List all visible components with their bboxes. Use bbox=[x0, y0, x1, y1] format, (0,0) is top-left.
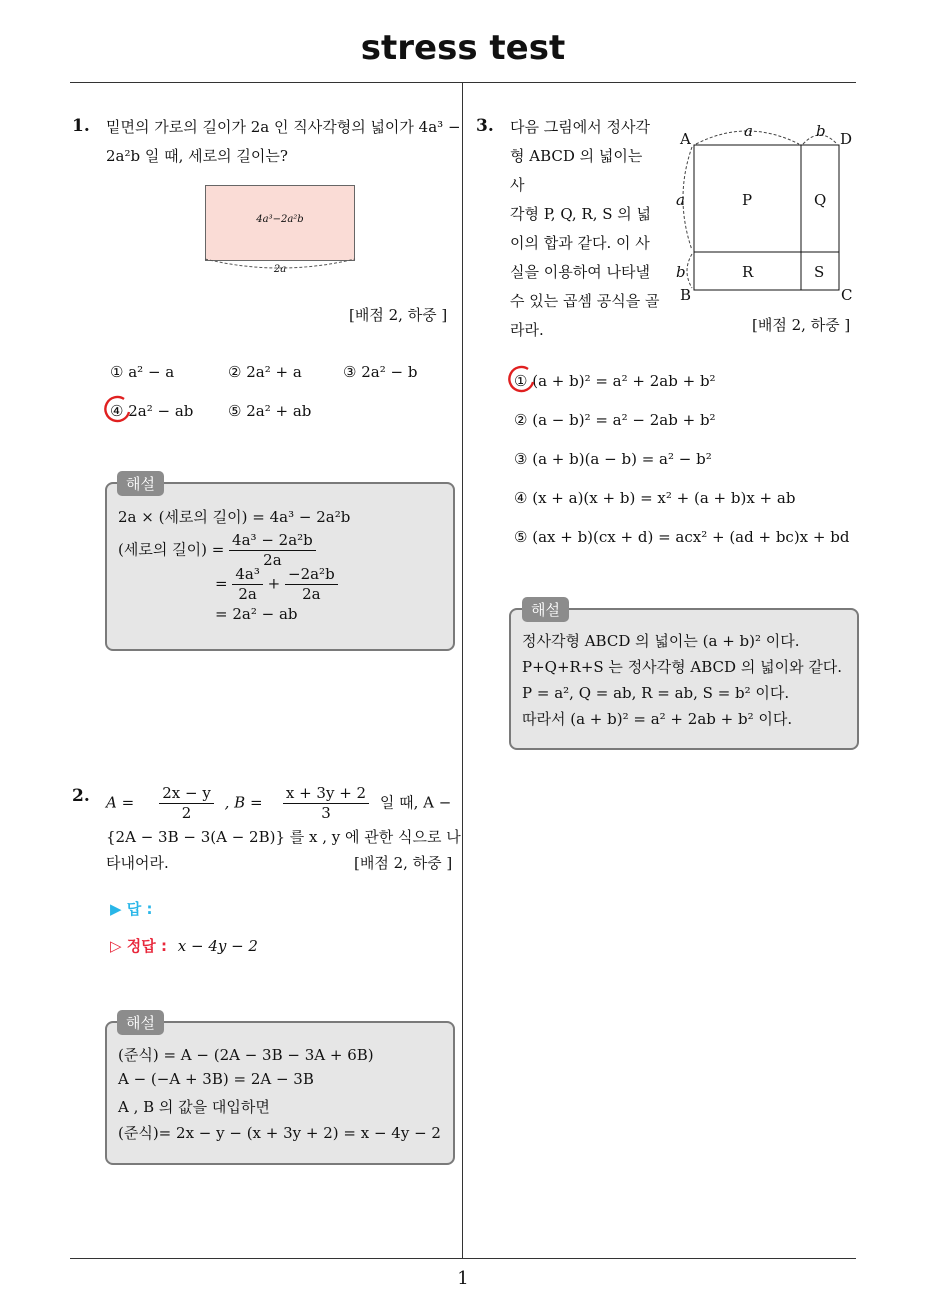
q1-fraction-1-den: 2a bbox=[263, 551, 282, 569]
q2-a-fraction bbox=[159, 784, 214, 823]
question-2-points: [배점 2, 하중 ] bbox=[354, 854, 453, 872]
question-3-points: [배점 2, 하중 ] bbox=[752, 316, 851, 334]
question-2-line-3: 타내어라. bbox=[106, 854, 169, 872]
vertex-c: C bbox=[841, 286, 853, 304]
q3-solution-line-2: P+Q+R+S 는 정사각형 ABCD 의 넓이와 같다. bbox=[522, 658, 843, 676]
vertex-a: A bbox=[680, 130, 691, 148]
top-b-label: b bbox=[816, 122, 826, 140]
q3-text-line-3: 각형 P, Q, R, S 의 넓 bbox=[510, 205, 652, 223]
region-q: Q bbox=[814, 191, 827, 209]
correct-answer-row bbox=[110, 935, 258, 956]
question-3-text bbox=[510, 113, 660, 345]
q2-b-den: 3 bbox=[321, 804, 331, 822]
q3-text-line-6: 수 있는 곱셈 공식을 골 bbox=[510, 292, 660, 310]
q1-choice-5[interactable]: ⑤ 2a² + ab bbox=[228, 402, 312, 420]
left-b-label: b bbox=[676, 263, 686, 281]
rectangle-figure bbox=[205, 185, 355, 261]
q2-a-den: 2 bbox=[181, 804, 192, 822]
q1-fraction-3-den: 2a bbox=[302, 585, 321, 603]
q1-solution-line-3 bbox=[215, 565, 338, 604]
region-s: S bbox=[814, 263, 825, 281]
question-1-line-2: 2a²b 일 때, 세로의 길이는? bbox=[106, 147, 288, 165]
question-2-line-1 bbox=[106, 784, 451, 823]
rectangle-width-label: 2a bbox=[273, 264, 287, 275]
correct-answer-value: x − 4y − 2 bbox=[177, 937, 258, 955]
q2-solution-line-4: (준식)= 2x − y − (x + 3y + 2) = x − 4y − 2 bbox=[118, 1124, 441, 1142]
q3-choice-4[interactable]: ④ (x + a)(x + b) = x² + (a + b)x + ab bbox=[514, 489, 796, 507]
q2-solution-tag: 해설 bbox=[117, 1010, 164, 1035]
q1-fraction-3-num: −2a²b bbox=[285, 565, 338, 585]
question-1-line-1: 밑면의 가로의 길이가 2a 인 직사각형의 넓이가 4a³ − bbox=[106, 118, 461, 136]
vertex-b: B bbox=[680, 286, 692, 304]
q3-text-line-1: 다음 그림에서 정사각 bbox=[510, 118, 650, 136]
q3-solution-tag: 해설 bbox=[522, 597, 569, 622]
q1-equals: = bbox=[215, 574, 228, 593]
q1-choice-3[interactable]: ③ 2a² − b bbox=[343, 363, 418, 381]
q3-choice-1[interactable]: ① (a + b)² = a² + 2ab + b² bbox=[514, 372, 716, 390]
q1-plus: + bbox=[267, 574, 281, 593]
question-2-number: 2. bbox=[72, 786, 90, 806]
q2-solution-box bbox=[105, 1021, 455, 1165]
question-1-points: [배점 2, 하중 ] bbox=[349, 306, 448, 324]
q2-b-label: , B = bbox=[224, 793, 263, 812]
q3-text-line-5: 실을 이용하여 나타낼 bbox=[510, 263, 650, 281]
q2-a-num: 2x − y bbox=[159, 784, 214, 804]
left-a-label: a bbox=[676, 191, 685, 209]
column-divider bbox=[462, 83, 463, 1258]
selected-answer-mark-q3 bbox=[506, 364, 538, 394]
q3-choice-5[interactable]: ⑤ (ax + b)(cx + d) = acx² + (ad + bc)x + bd bbox=[514, 528, 850, 546]
q3-solution-line-3: P = a², Q = ab, R = ab, S = b² 이다. bbox=[522, 684, 790, 702]
q2-b-fraction bbox=[283, 784, 369, 823]
q1-choice-2[interactable]: ② 2a² + a bbox=[228, 363, 302, 381]
q1-solution-tag: 해설 bbox=[117, 471, 164, 496]
page-title: stress test bbox=[360, 28, 566, 68]
correct-answer-label: ▷ 정답 : bbox=[110, 937, 167, 955]
answer-field-label[interactable]: ▶ 답 : bbox=[110, 900, 153, 918]
q1-choice-4[interactable]: ④ 2a² − ab bbox=[110, 402, 194, 420]
q2-line-1-tail: 일 때, A − bbox=[379, 793, 452, 812]
q1-choice-1[interactable]: ① a² − a bbox=[110, 363, 175, 381]
q3-solution-line-4: 따라서 (a + b)² = a² + 2ab + b² 이다. bbox=[522, 710, 793, 728]
page-number: 1 bbox=[457, 1268, 469, 1289]
q3-choice-2[interactable]: ② (a − b)² = a² − 2ab + b² bbox=[514, 411, 716, 429]
q2-solution-line-2: A − (−A + 3B) = 2A − 3B bbox=[118, 1070, 314, 1088]
q1-fraction-2 bbox=[232, 565, 263, 604]
top-a-label: a bbox=[744, 122, 753, 140]
question-1-number: 1. bbox=[72, 116, 90, 136]
q2-b-num: x + 3y + 2 bbox=[283, 784, 369, 804]
q3-text-line-7: 라라. bbox=[510, 321, 544, 339]
vertex-d: D bbox=[840, 130, 853, 148]
selected-answer-mark bbox=[102, 394, 134, 424]
q1-solution-line-4: = 2a² − ab bbox=[215, 605, 298, 623]
question-3-number: 3. bbox=[476, 116, 494, 136]
question-2-line-2: {2A − 3B − 3(A − 2B)} 를 x , y 에 관한 식으로 나 bbox=[106, 828, 461, 846]
q1-fraction-1-num: 4a³ − 2a²b bbox=[229, 531, 316, 551]
region-r: R bbox=[742, 263, 754, 281]
q3-solution-line-1: 정사각형 ABCD 의 넓이는 (a + b)² 이다. bbox=[522, 632, 800, 650]
q3-text-line-2: 형 ABCD 의 넓이는 사 bbox=[510, 147, 643, 194]
q1-solution-lhs: (세로의 길이) = bbox=[118, 540, 225, 559]
square-figure bbox=[672, 120, 862, 305]
footer-rule bbox=[70, 1258, 856, 1259]
q2-a-label: A = bbox=[106, 793, 135, 812]
q1-fraction-3 bbox=[285, 565, 338, 604]
header-rule bbox=[70, 82, 856, 83]
rectangle-area-label: 4a³−2a²b bbox=[256, 214, 304, 225]
region-p: P bbox=[742, 191, 753, 209]
q3-text-line-4: 이의 합과 같다. 이 사 bbox=[510, 234, 650, 252]
q2-solution-line-1: (준식) = A − (2A − 3B − 3A + 6B) bbox=[118, 1046, 374, 1064]
question-1-text bbox=[106, 113, 461, 171]
q1-fraction-2-den: 2a bbox=[238, 585, 257, 603]
q2-solution-line-3: A , B 의 값을 대입하면 bbox=[118, 1098, 270, 1116]
q1-solution-line-1: 2a × (세로의 길이) = 4a³ − 2a²b bbox=[118, 508, 351, 526]
q1-fraction-2-num: 4a³ bbox=[232, 565, 263, 585]
q3-choice-3[interactable]: ③ (a + b)(a − b) = a² − b² bbox=[514, 450, 712, 468]
